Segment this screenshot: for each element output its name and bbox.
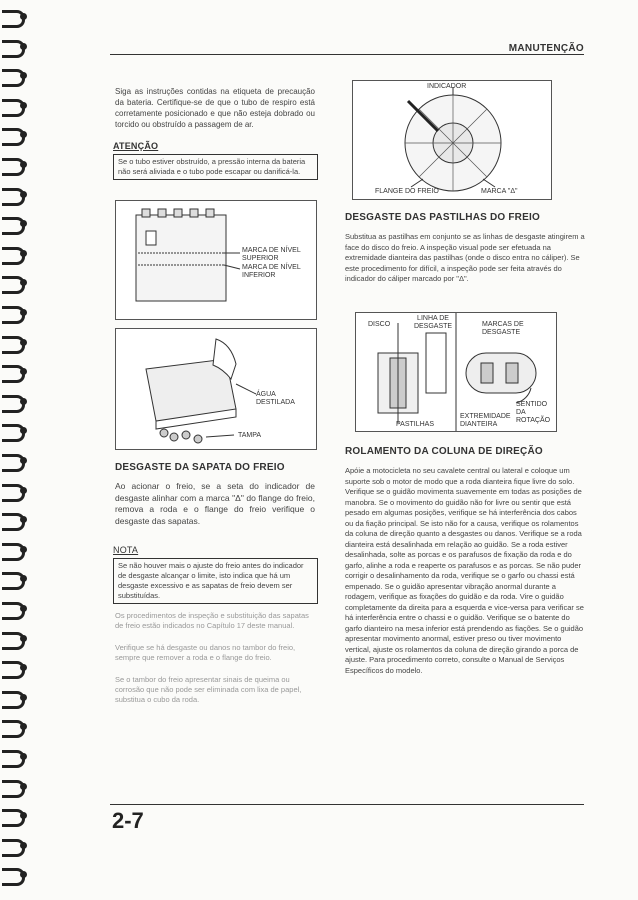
- note-box: [113, 545, 318, 604]
- steering-text: Apóie a motocicleta no seu cavalete central ou lateral e coloque um suporte sob o motor de modo que a roda dianteira fique livre do solo. Verifique se o guidão movimenta suavemente em todas as posições de manobra. Se o movimento do guidão não for livre ou sentir que está pesado em algumas posições, verifique se há interferência dos cabos ou da fiação principal. Se isto não for a causa, verifique os rolamentos da coluna de direção quanto a desgastes ou danos. Verifique se a roda dianteira está desalinhada em relação ao guidão. Se a roda estiver desalinhada, solte as porcas e os parafusos de fixação da roda e do garfo, alinhe a roda e reaperte os parafusos e as porcas. Se não puder corrigir o desalinhamento da roda, verifique se o garfo ou chassi está empenado. Se o guidão apresentar vibração anormal durante a rodagem, verifique as fixações do guidão e da roda. Vire o guidão completamente da direita para a esquerda e vice-versa para verificar se há interferência entre o chassi e o guidão. Verifique se o batente do garfo dianteiro na mesa inferior está prendendo as fiações. Se o guidão apresentar movimento anormal, estiver preso ou tiver movimento vertical, ajuste os rolamentos da coluna de direção girando a porca de ajuste. Para procedimento correto, consulte o Manual de Serviços Específicos do modelo.: [345, 466, 584, 675]
- shoe-text: Ao acionar o freio, se a seta do indicador de desgaste alinhar com a marca "Δ" do flange do freio, remova a roda e o flange do freio verifique o desgaste das sapatas.: [115, 481, 315, 526]
- binding-hole: [20, 339, 27, 346]
- shoe-title: DESGASTE DA SAPATA DO FREIO: [115, 462, 285, 473]
- binding-hole: [20, 753, 27, 760]
- lower-level-label: MARCA DE NÍVEL INFERIOR: [242, 264, 301, 279]
- drum-text-2: Se o tambor do freio apresentar sinais de queima ou corrosão que não pode ser eliminada com lixa de papel, substitua o cubo da roda.: [115, 675, 302, 704]
- binding-hole: [20, 309, 27, 316]
- indicator-label: INDICADOR: [427, 83, 467, 90]
- shoe-section: [115, 462, 315, 527]
- cap-label: TAMPA: [238, 432, 262, 439]
- binding-hole: [20, 43, 27, 50]
- disc-label: DISCO: [368, 321, 391, 328]
- binding-hole: [20, 250, 27, 257]
- brake-indicator-drawing: [353, 81, 551, 199]
- brake-indicator-figure: [352, 80, 552, 200]
- binding-hole: [20, 102, 27, 109]
- binding-hole: [20, 546, 27, 553]
- binding-hole: [20, 191, 27, 198]
- wear-marks-label: MARCAS DE DESGASTE: [482, 321, 524, 336]
- binding-hole: [20, 664, 27, 671]
- binding-hole: [20, 516, 27, 523]
- binding-hole: [20, 783, 27, 790]
- binding-hole: [20, 368, 27, 375]
- spiral-binding: [0, 0, 28, 900]
- distilled-water-drawing: [116, 329, 316, 449]
- front-end-label: EXTREMIDADE DIANTEIRA: [460, 413, 511, 428]
- pad-wear-figure: [355, 312, 557, 432]
- note-text: Se não houver mais o ajuste do freio antes do indicador de desgaste alcançar o limite, isto indica que há um desgaste excessivo e as sapatas de freio devem ser substituídas.: [113, 558, 318, 604]
- attention-text: Se o tubo estiver obstruído, a pressão interna da bateria não será aliviada e o tubo pode escapar ou danificá-la.: [113, 154, 318, 180]
- drum-text: Verifique se há desgaste ou danos no tambor do freio, sempre que remover a roda e o flange do freio.: [115, 643, 296, 662]
- binding-hole: [20, 220, 27, 227]
- binding-hole: [20, 279, 27, 286]
- binding-hole: [20, 427, 27, 434]
- pads-title: DESGASTE DAS PASTILHAS DO FREIO: [345, 212, 540, 223]
- note-title: NOTA: [113, 545, 139, 555]
- upper-level-label: MARCA DE NÍVEL SUPERIOR: [242, 247, 301, 262]
- flange-label: FLANGE DO FREIO: [375, 188, 439, 195]
- section-title: MANUTENÇÃO: [508, 43, 584, 54]
- battery-level-figure: [115, 200, 317, 320]
- rotation-label: SENTIDO DA ROTAÇÃO: [516, 401, 551, 424]
- binding-hole: [20, 694, 27, 701]
- binding-hole: [20, 635, 27, 642]
- binding-hole: [20, 487, 27, 494]
- footer-rule: [110, 804, 584, 805]
- water-label: ÁGUA DESTILADA: [256, 391, 295, 406]
- binding-hole: [20, 723, 27, 730]
- binding-hole: [20, 575, 27, 582]
- binding-hole: [20, 72, 27, 79]
- binding-hole: [20, 871, 27, 878]
- wear-line-label: LINHA DE DESGASTE: [413, 315, 453, 330]
- binding-hole: [20, 161, 27, 168]
- pads-label: PASTILHAS: [396, 421, 434, 428]
- steering-title: ROLAMENTO DA COLUNA DE DIREÇÃO: [345, 446, 543, 457]
- procedure-text: Os procedimentos de inspeção e substituição das sapatas de freio estão indicados no Capítulo 17 deste manual.: [115, 611, 309, 630]
- binding-hole: [20, 605, 27, 612]
- intro-text: Siga as instruções contidas na etiqueta de precaução da bateria. Certifique-se de que o tubo de respiro está corretamente posicionado e que não esteja dobrado ou torcido ou obstruído a passagem de ar.: [115, 87, 315, 129]
- binding-hole: [20, 398, 27, 405]
- binding-hole: [20, 13, 27, 20]
- binding-hole: [20, 457, 27, 464]
- binding-hole: [20, 131, 27, 138]
- header-rule: [110, 54, 584, 55]
- binding-hole: [20, 842, 27, 849]
- attention-box: [113, 141, 318, 180]
- mark-label: MARCA "Δ": [481, 188, 518, 195]
- attention-title: ATENÇÃO: [113, 141, 159, 151]
- binding-hole: [20, 812, 27, 819]
- pads-text: Substitua as pastilhas em conjunto se as linhas de desgaste atingirem a face do disco do freio. A inspeção visual pode ser efetuada na extremidade dianteira das pastilhas (onde o disco entra no cáliper). Se este procedimento for difícil, a inspeção pode ser feita através do indicador do cáliper marcado por "Δ".: [345, 232, 585, 283]
- page-number: 2-7: [112, 808, 144, 833]
- distilled-water-figure: [115, 328, 317, 450]
- pads-section: [345, 212, 585, 285]
- steering-section: [345, 446, 585, 676]
